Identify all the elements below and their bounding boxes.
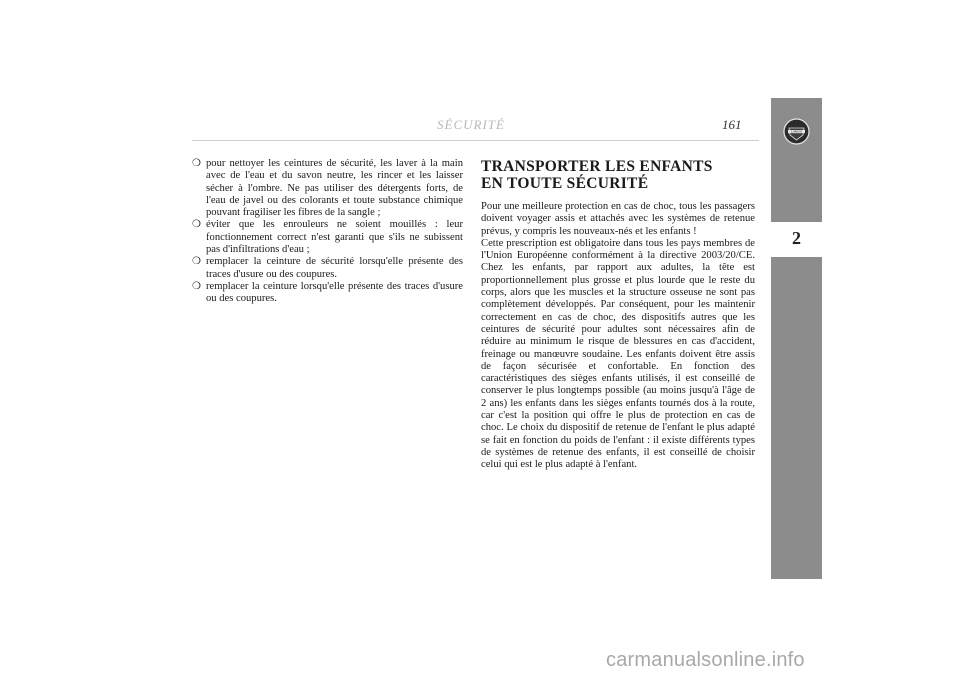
logo-text: LANCIA	[790, 129, 803, 134]
list-item	[192, 256, 463, 281]
list-item	[192, 158, 463, 219]
list-item	[192, 281, 463, 306]
header-rule	[192, 140, 759, 141]
body-paragraph: Pour une meilleure protection en cas de choc, tous les passagers doivent voyager assis et attachés avec les systèmes de retenue prévus, y compris les nouveaux-nés et les enfants !	[481, 201, 755, 237]
list-item-text: remplacer la ceinture lorsqu'elle présente des traces d'usure ou des coupures.	[206, 280, 463, 305]
list-item	[192, 219, 463, 256]
bullet-circle-icon: ❍	[192, 219, 201, 231]
list-item-text: éviter que les enrouleurs ne soient mouillés : leur fonctionnement correct n'est garanti que s'ils ne subissent pas d'infiltrations d'eau ;	[206, 219, 463, 256]
running-header-title: SÉCURITÉ	[437, 117, 505, 132]
watermark: carmanualsonline.info	[606, 649, 805, 671]
bullet-circle-icon: ❍	[192, 280, 201, 292]
body-paragraph: Cette prescription est obligatoire dans tous les pays membres de l'Union Européenne conformément à la directive 2003/20/CE. Chez les enfants, par rapport aux adultes, la tête est proportionnellement plus grosse et plus lourde que le reste du corps, alors que les muscles et la structure osseuse ne sont pas complètement développés. Par conséquent, pour les maintenir correctement en cas de choc, des dispositifs autres que les ceintures de sécurité pour adultes sont nécessaires afin de réduire au minimum le risque de blessures en cas d'accident, freinage ou manœuvre soudaine. Les enfants doivent être assis de façon sécurisée et confortable. En fonction des caractéristiques des sièges enfants utilisés, il est conseillé de conserver le plus longtemps possible (au moins jusqu'à l'âge de 2 ans) les enfants dans les sièges enfants tournés dos à la route, car c'est la position qui offre le plus de protection en cas de choc. Le choix du dispositif de retenue de l'enfant le plus adapté se fait en fonction du poids de l'enfant : il existe différents types de systèmes de retenue des enfants, il est conseillé de choisir celui qui est le plus adapté à l'enfant.	[481, 237, 755, 471]
left-column	[192, 158, 463, 306]
list-item-text: remplacer la ceinture de sécurité lorsqu'elle présente des traces d'usure ou des coupures.	[206, 256, 463, 280]
chapter-side-tab	[771, 98, 822, 579]
list-item-text: pour nettoyer les ceintures de sécurité, les laver à la main avec de l'eau et du savon neutre, les rincer et les laisser sécher à l'ombre. Ne pas utiliser des détergents forts, de l'eau de javel ou des colorants et toute substance chimique pouvant fragiliser les fibres de la sangle ;	[206, 158, 463, 219]
right-column	[481, 158, 755, 472]
section-heading	[481, 158, 755, 192]
lancia-logo-icon	[783, 118, 810, 145]
bullet-circle-icon: ❍	[192, 158, 201, 169]
chapter-number: 2	[792, 228, 801, 248]
page-number: 161	[722, 117, 742, 132]
section-heading-line-2: EN TOUTE SÉCURITÉ	[481, 175, 649, 192]
bullet-circle-icon: ❍	[192, 256, 201, 268]
section-heading-line-1: TRANSPORTER LES ENFANTS	[481, 158, 713, 175]
